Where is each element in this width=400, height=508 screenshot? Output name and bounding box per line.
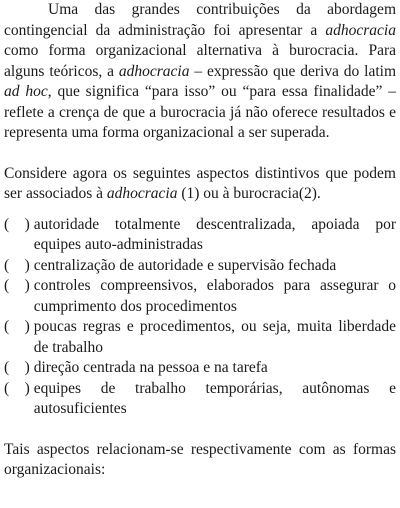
list-item	[4, 379, 396, 420]
instruction-text-2: (1) ou à burocracia(2).	[177, 185, 321, 202]
list-item	[4, 276, 396, 317]
list-item	[4, 358, 396, 379]
aspect-list	[4, 215, 396, 420]
list-item-text: poucas regras e procedimentos, ou seja, muita liberdade de trabalho	[33, 318, 396, 356]
intro-text-2: como forma organizacional alternativa à burocracia. Para alguns teóricos, a	[4, 42, 396, 80]
list-item-text: autoridade totalmente descentralizada, apoiada por equipes auto-administradas	[33, 215, 396, 253]
question-text	[4, 0, 396, 481]
list-item-text: direção centrada na pessoa e na tarefa	[33, 359, 268, 376]
list-item-text: controles compreensivos, elaborados para assegurar o cumprimento dos procedimentos	[33, 277, 396, 315]
intro-paragraph	[4, 0, 396, 144]
answer-blank: ( )	[4, 318, 34, 335]
term-adhocracia: adhocracia	[325, 21, 396, 39]
answer-blank: ( )	[4, 256, 34, 274]
intro-text-3: – expressão que deriva do latim	[189, 62, 397, 80]
instruction-paragraph	[4, 164, 396, 205]
term-adhocracia: adhocracia	[118, 62, 190, 80]
list-item	[4, 215, 396, 256]
list-item	[4, 256, 396, 277]
instruction-text-1: Considere agora os seguintes aspectos distintivos que podem ser associados à	[4, 164, 396, 202]
list-item-text: equipes de trabalho temporárias, autônomas e autosuficientes	[33, 379, 396, 417]
answer-blank: ( )	[4, 215, 34, 233]
answer-blank: ( )	[4, 277, 34, 294]
answer-blank: ( )	[4, 359, 34, 376]
term-ad-hoc: ad hoc	[4, 83, 48, 100]
answer-blank: ( )	[4, 379, 34, 397]
intro-text-4: , que significa “para isso” ou “para essa finalidade” – reflete a crença de que a burocracia já não oferece resultados e representa uma forma organizacional a ser superada.	[4, 83, 396, 141]
list-item-text: centralização de autoridade e supervisão fechada	[33, 256, 337, 274]
intro-text-1: Uma das grandes contribuições da abordagem contingencial da administração foi apresentar a	[4, 1, 396, 39]
term-adhocracia: adhocracia	[106, 185, 178, 202]
list-item	[4, 317, 396, 358]
closing-paragraph: Tais aspectos relacionam-se respectivamente com as formas organizacionais:	[4, 440, 396, 478]
